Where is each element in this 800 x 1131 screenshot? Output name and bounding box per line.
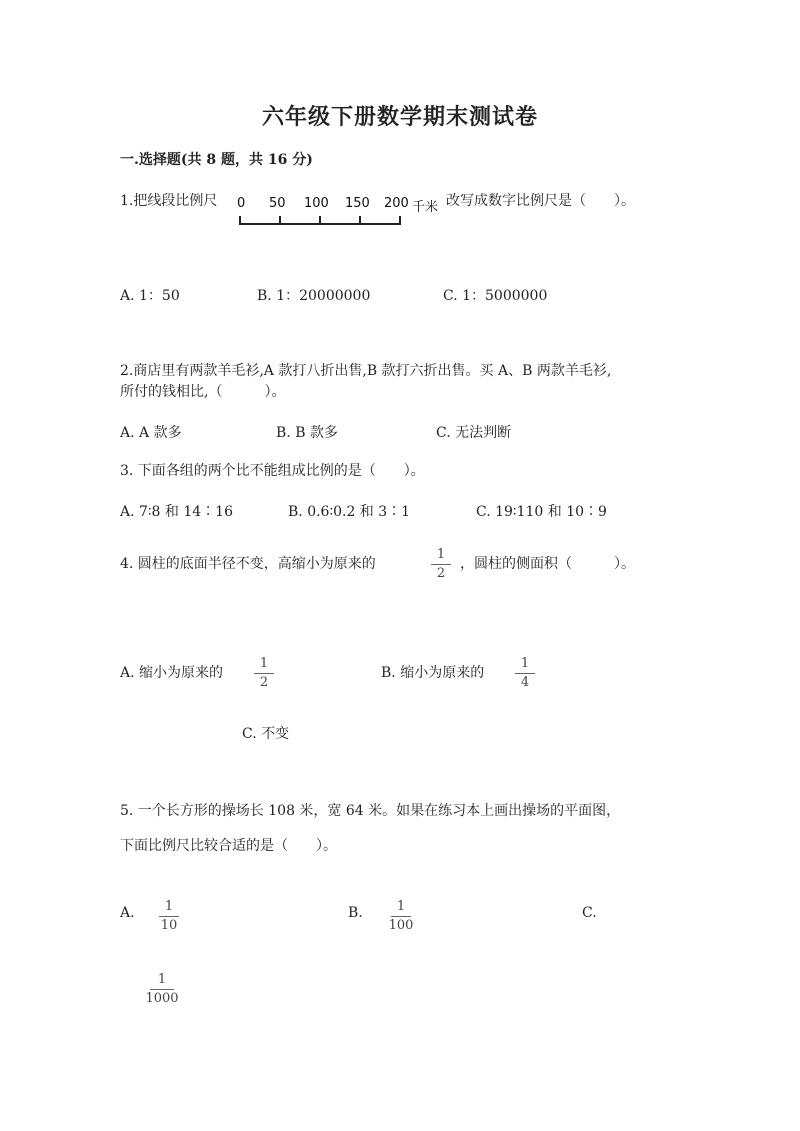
page-title: 六年级下册数学期末测试卷	[261, 104, 538, 130]
scale-label-200: 200	[384, 196, 409, 211]
fraction-numerator: 1	[259, 656, 269, 671]
section-heading: 一.选择题(共 8 题，共 16 分)	[120, 152, 313, 168]
q4-option-a-fraction	[247, 656, 281, 691]
q4-option-b-label[interactable]: B. 缩小为原来的	[381, 665, 485, 681]
q5-option-b-label[interactable]: B.	[348, 905, 363, 921]
q4-text-before: 4. 圆柱的底面半径不变，高缩小为原来的	[120, 556, 376, 572]
fraction-numerator: 1	[157, 972, 167, 987]
fraction-denominator: 1000	[145, 991, 179, 1006]
q1-text-after: 改写成数字比例尺是（ ）。	[446, 193, 635, 209]
q5-text-line2: 下面比例尺比较合适的是（ ）。	[120, 838, 337, 854]
q4-option-c[interactable]: C. 不变	[242, 726, 290, 742]
scale-label-0: 0	[237, 196, 246, 211]
fraction-denominator: 100	[388, 918, 414, 933]
fraction-bar	[391, 916, 411, 917]
line-scale-figure	[234, 196, 446, 230]
fraction-bar	[159, 916, 179, 917]
fraction-bar	[431, 564, 451, 565]
q5-option-b-fraction	[384, 899, 418, 934]
scale-label-100: 100	[304, 196, 329, 211]
fraction-numerator: 1	[164, 899, 174, 914]
q5-option-a-label[interactable]: A.	[120, 905, 135, 921]
scale-label-50: 50	[269, 196, 286, 211]
q3-option-a[interactable]: A. 7∶8 和 14∶16	[120, 504, 233, 520]
fraction-numerator: 1	[520, 656, 530, 671]
fraction-bar	[254, 673, 274, 674]
fraction-numerator: 1	[436, 547, 446, 562]
q2-option-b[interactable]: B. B 款多	[276, 425, 338, 441]
q4-option-b-fraction	[508, 656, 542, 691]
q3-text: 3. 下面各组的两个比不能组成比例的是（ ）。	[120, 463, 425, 479]
q1-option-a[interactable]: A. 1：50	[120, 288, 180, 304]
scale-bar	[234, 196, 446, 230]
scale-unit: 千米	[412, 200, 439, 215]
q4-fraction	[424, 547, 458, 582]
q2-option-a[interactable]: A. A 款多	[120, 425, 182, 441]
q5-option-c-fraction	[142, 972, 182, 1007]
q4-option-a-label[interactable]: A. 缩小为原来的	[120, 665, 224, 681]
q2-option-c[interactable]: C. 无法判断	[436, 425, 512, 441]
q1-option-c[interactable]: C. 1：5000000	[443, 288, 548, 304]
q3-option-c[interactable]: C. 19∶110 和 10∶9	[476, 504, 607, 520]
fraction-bar	[515, 673, 535, 674]
q2-text-line2: 所付的钱相比,（ ）。	[120, 384, 286, 400]
fraction-denominator: 10	[160, 918, 178, 933]
fraction-denominator: 2	[436, 566, 446, 581]
fraction-numerator: 1	[396, 899, 406, 914]
q2-text-line1: 2.商店里有两款羊毛衫,A 款打八折出售,B 款打六折出售。买 A、B 两款羊毛衫,	[120, 363, 612, 379]
scale-label-150: 150	[345, 196, 370, 211]
q5-option-a-fraction	[152, 899, 186, 934]
q1-text-before: 1.把线段比例尺	[120, 193, 218, 209]
fraction-denominator: 4	[520, 675, 530, 690]
q5-text-line1: 5. 一个长方形的操场长 108 米，宽 64 米。如果在练习本上画出操场的平面图，	[120, 803, 621, 819]
q4-text-after: ，圆柱的侧面积（ ）。	[460, 556, 635, 572]
q5-option-c-label[interactable]: C.	[582, 905, 597, 921]
q1-option-b[interactable]: B. 1：20000000	[257, 288, 371, 304]
fraction-bar	[150, 989, 174, 990]
q3-option-b[interactable]: B. 0.6∶0.2 和 3∶1	[288, 504, 411, 520]
fraction-denominator: 2	[259, 675, 269, 690]
